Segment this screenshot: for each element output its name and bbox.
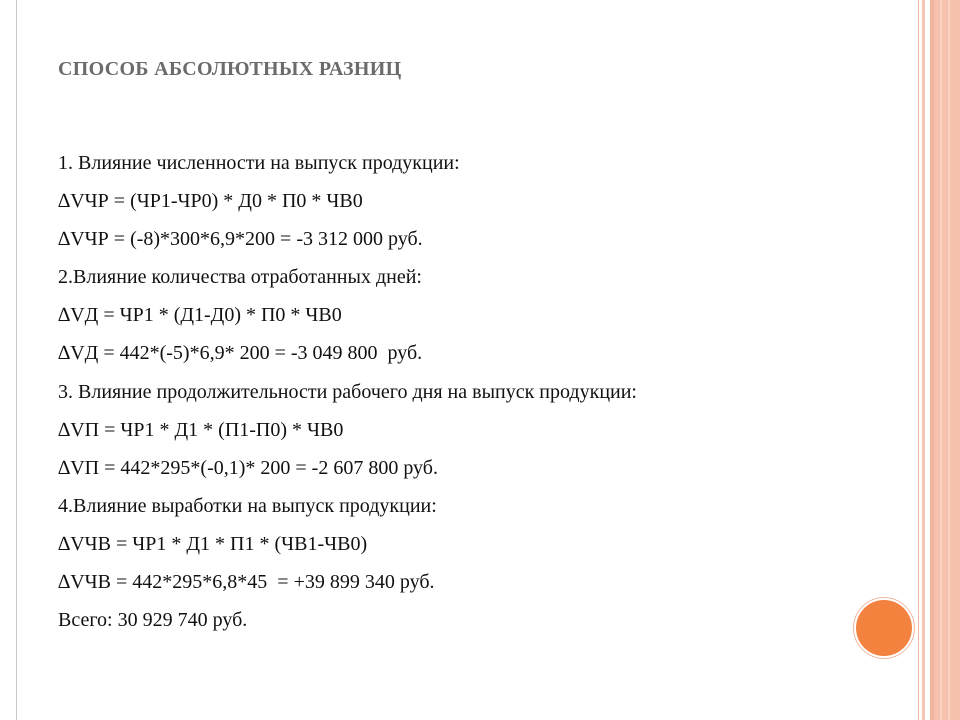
right-stripe	[918, 0, 919, 720]
body-line: ∆VЧВ = ЧР1 * Д1 * П1 * (ЧВ1-ЧВ0)	[58, 532, 368, 555]
right-stripe-band	[934, 0, 960, 720]
left-border-line	[16, 0, 17, 720]
body-line: 1. Влияние численности на выпуск продукции:	[58, 152, 460, 174]
body-line: 3. Влияние продолжительности рабочего дня на выпуск продукции:	[58, 380, 637, 403]
slide-body	[58, 148, 898, 643]
body-line: ∆VД = ЧР1 * (Д1-Д0) * П0 * ЧВ0	[58, 304, 342, 327]
body-line: ∆VП = ЧР1 * Д1 * (П1-П0) * ЧВ0	[58, 418, 344, 441]
body-line: ∆VП = 442*295*(-0,1)* 200 = -2 607 800 руб.	[58, 456, 438, 479]
body-line-total: Всего: 30 929 740 руб.	[58, 609, 248, 632]
body-line: 4.Влияние выработки на выпуск продукции:	[58, 494, 437, 517]
body-line: ∆VЧР = (-8)*300*6,9*200 = -3 312 000 руб.	[58, 228, 423, 251]
right-stripe	[940, 0, 942, 720]
slide-title: СПОСОБ АБСОЛЮТНЫХ РАЗНИЦ	[58, 58, 402, 80]
right-stripe	[948, 0, 950, 720]
body-line: ∆VД = 442*(-5)*6,9* 200 = -3 049 800 руб.	[58, 342, 423, 365]
body-line: ∆VЧВ = 442*295*6,8*45 = +39 899 340 руб.	[58, 571, 435, 594]
body-line: 2.Влияние количества отработанных дней:	[58, 266, 422, 289]
right-stripe	[922, 0, 925, 720]
body-line: ∆VЧР = (ЧР1-ЧР0) * Д0 * П0 * ЧВ0	[58, 190, 363, 213]
